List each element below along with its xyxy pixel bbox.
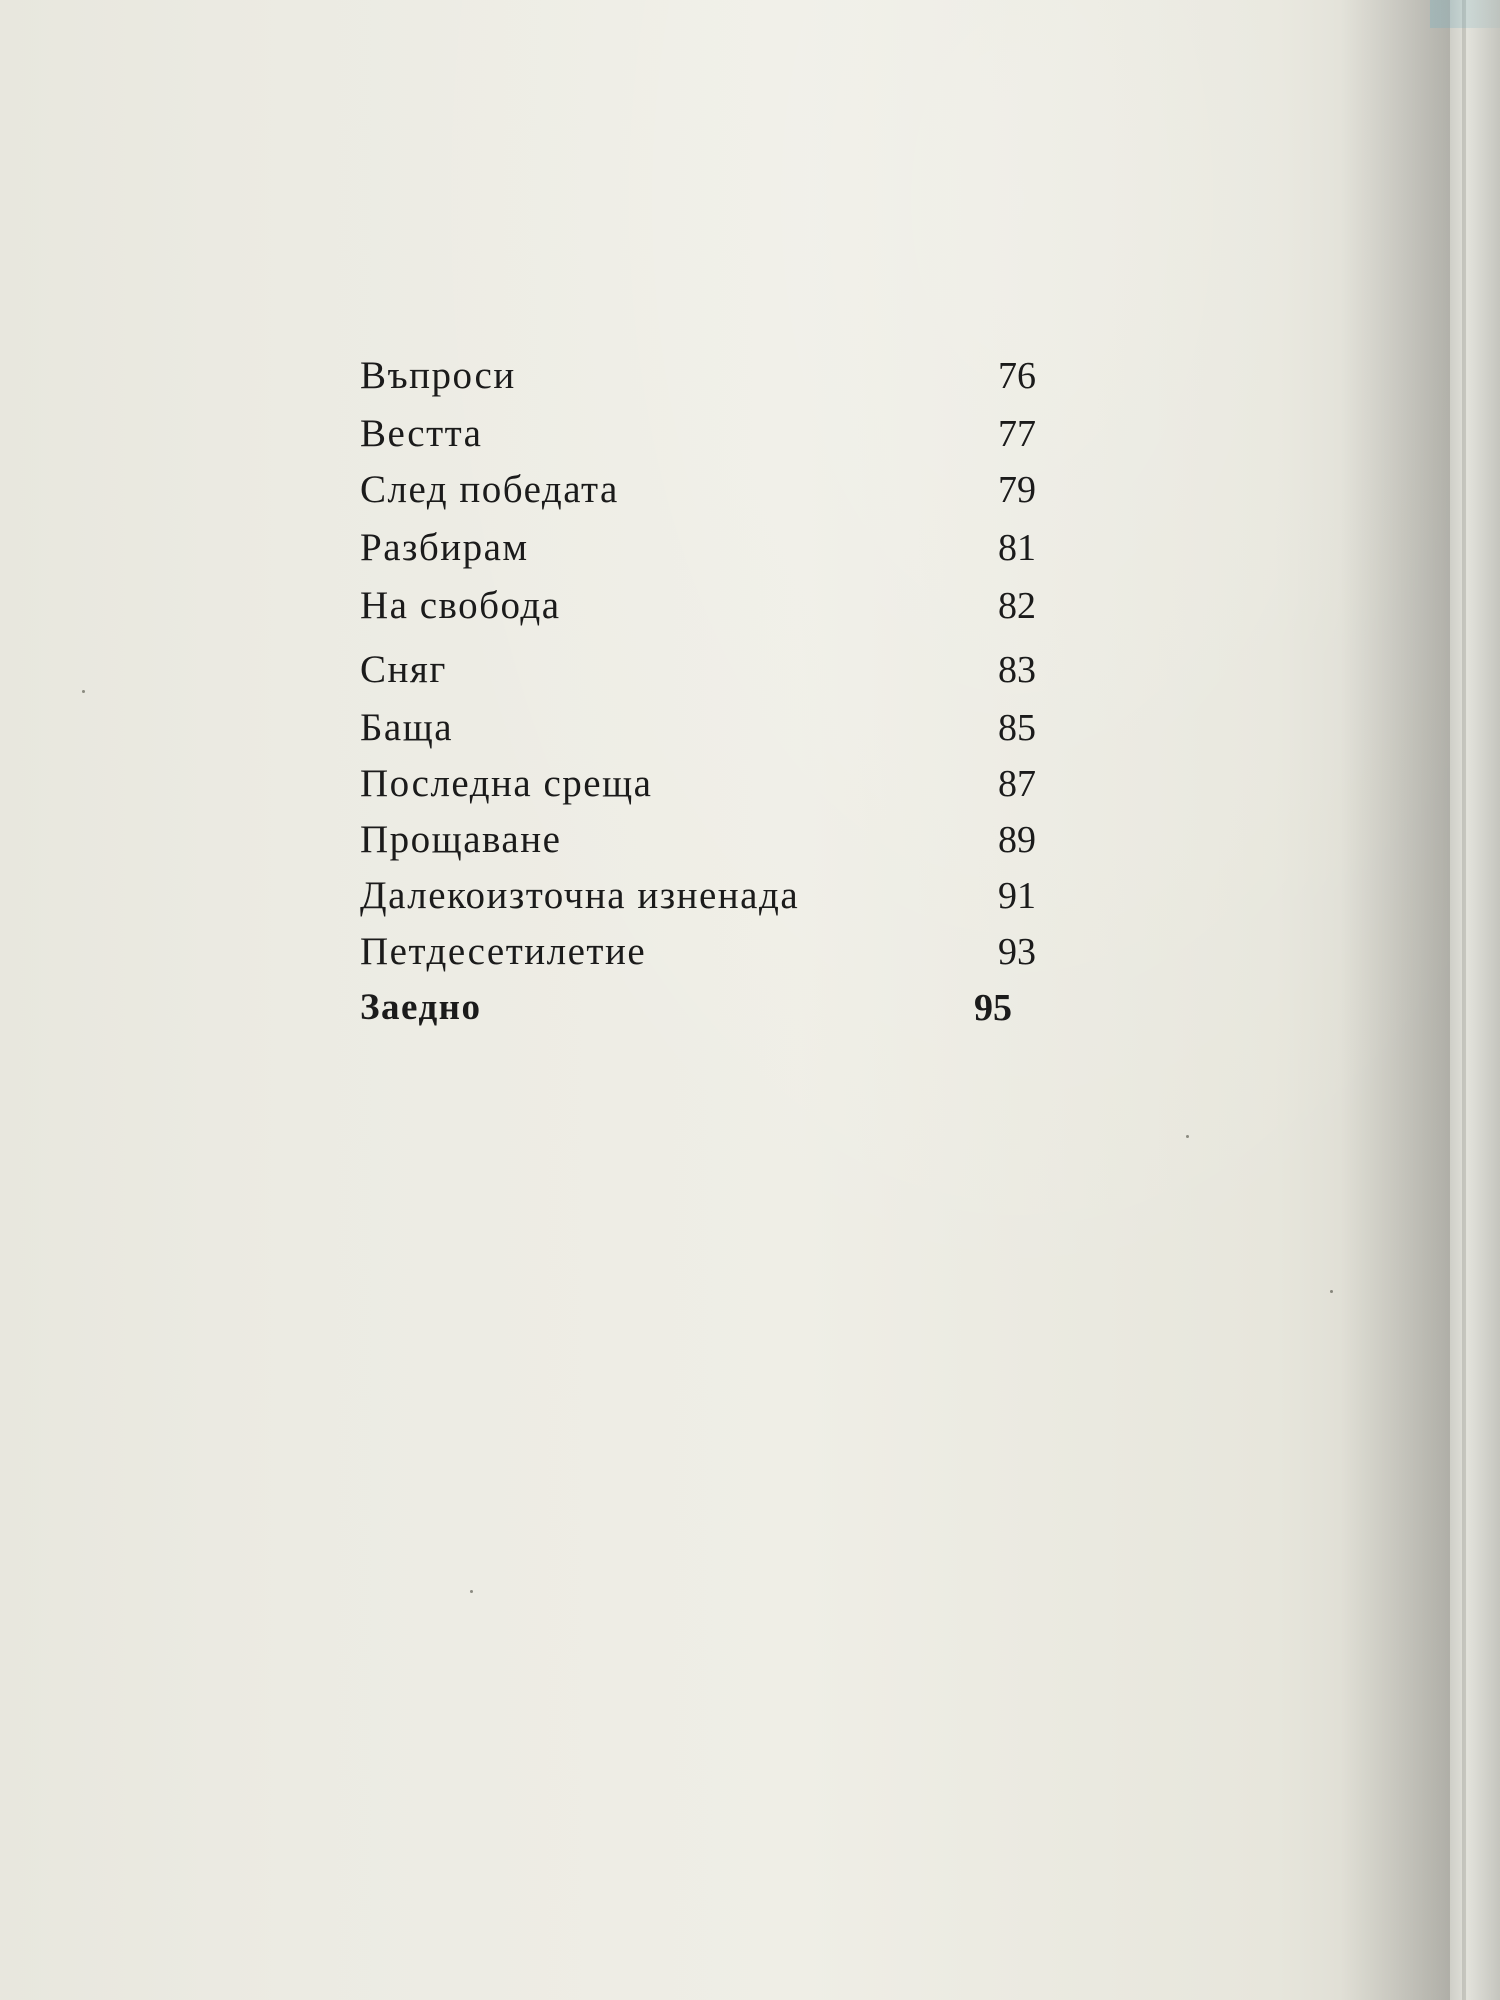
toc-entry (360, 812, 1060, 868)
toc-entry (360, 462, 1060, 518)
toc-entry-title: Разбирам (360, 526, 529, 569)
toc-entry-page: 85 (998, 707, 1036, 749)
toc-entry (360, 520, 1060, 576)
page-shadow (1340, 0, 1450, 2000)
toc-entry-page: 91 (998, 875, 1036, 917)
cover-corner (1430, 0, 1500, 28)
toc-entry-page: 95 (974, 987, 1012, 1029)
toc-entry (360, 756, 1060, 812)
toc-entry (360, 868, 1060, 924)
toc-entry-title: Последна среща (360, 762, 653, 805)
toc-entry-title: Петдесетилетие (360, 930, 647, 973)
toc-entry-page: 89 (998, 819, 1036, 861)
toc-entry (360, 348, 1060, 404)
toc-entry-page: 87 (998, 763, 1036, 805)
toc-entry-title: Вестта (360, 412, 483, 455)
toc-entry-page: 82 (998, 585, 1036, 627)
toc-entry-page: 77 (998, 413, 1036, 455)
toc-entry-title: Прощаване (360, 818, 562, 861)
toc-entry-title: Сняг (360, 648, 447, 691)
toc-entry (360, 578, 1060, 634)
book-page-edge (1450, 0, 1500, 2000)
paper-speck (82, 690, 85, 693)
toc-entry (360, 406, 1060, 462)
toc-entry-title: На свобода (360, 584, 561, 627)
toc-entry (360, 924, 1060, 980)
table-of-contents (360, 348, 1060, 1029)
paper-speck (1330, 1290, 1333, 1293)
toc-entry-page: 79 (998, 469, 1036, 511)
toc-entry-title: Въпроси (360, 354, 516, 397)
paper-speck (470, 1590, 473, 1593)
toc-entry (360, 642, 1060, 698)
toc-entry-page: 81 (998, 527, 1036, 569)
toc-entry-title: Заедно (360, 987, 482, 1028)
toc-entry-title: Далекоизточна изненада (360, 874, 800, 917)
toc-entry (360, 980, 1060, 1036)
toc-entry-page: 83 (998, 649, 1036, 691)
toc-entry-title: Баща (360, 706, 454, 749)
toc-entry (360, 700, 1060, 756)
toc-entry-page: 93 (998, 931, 1036, 973)
paper-speck (1186, 1135, 1189, 1138)
toc-entry-page: 76 (998, 355, 1036, 397)
toc-entry-title: След победата (360, 468, 619, 511)
